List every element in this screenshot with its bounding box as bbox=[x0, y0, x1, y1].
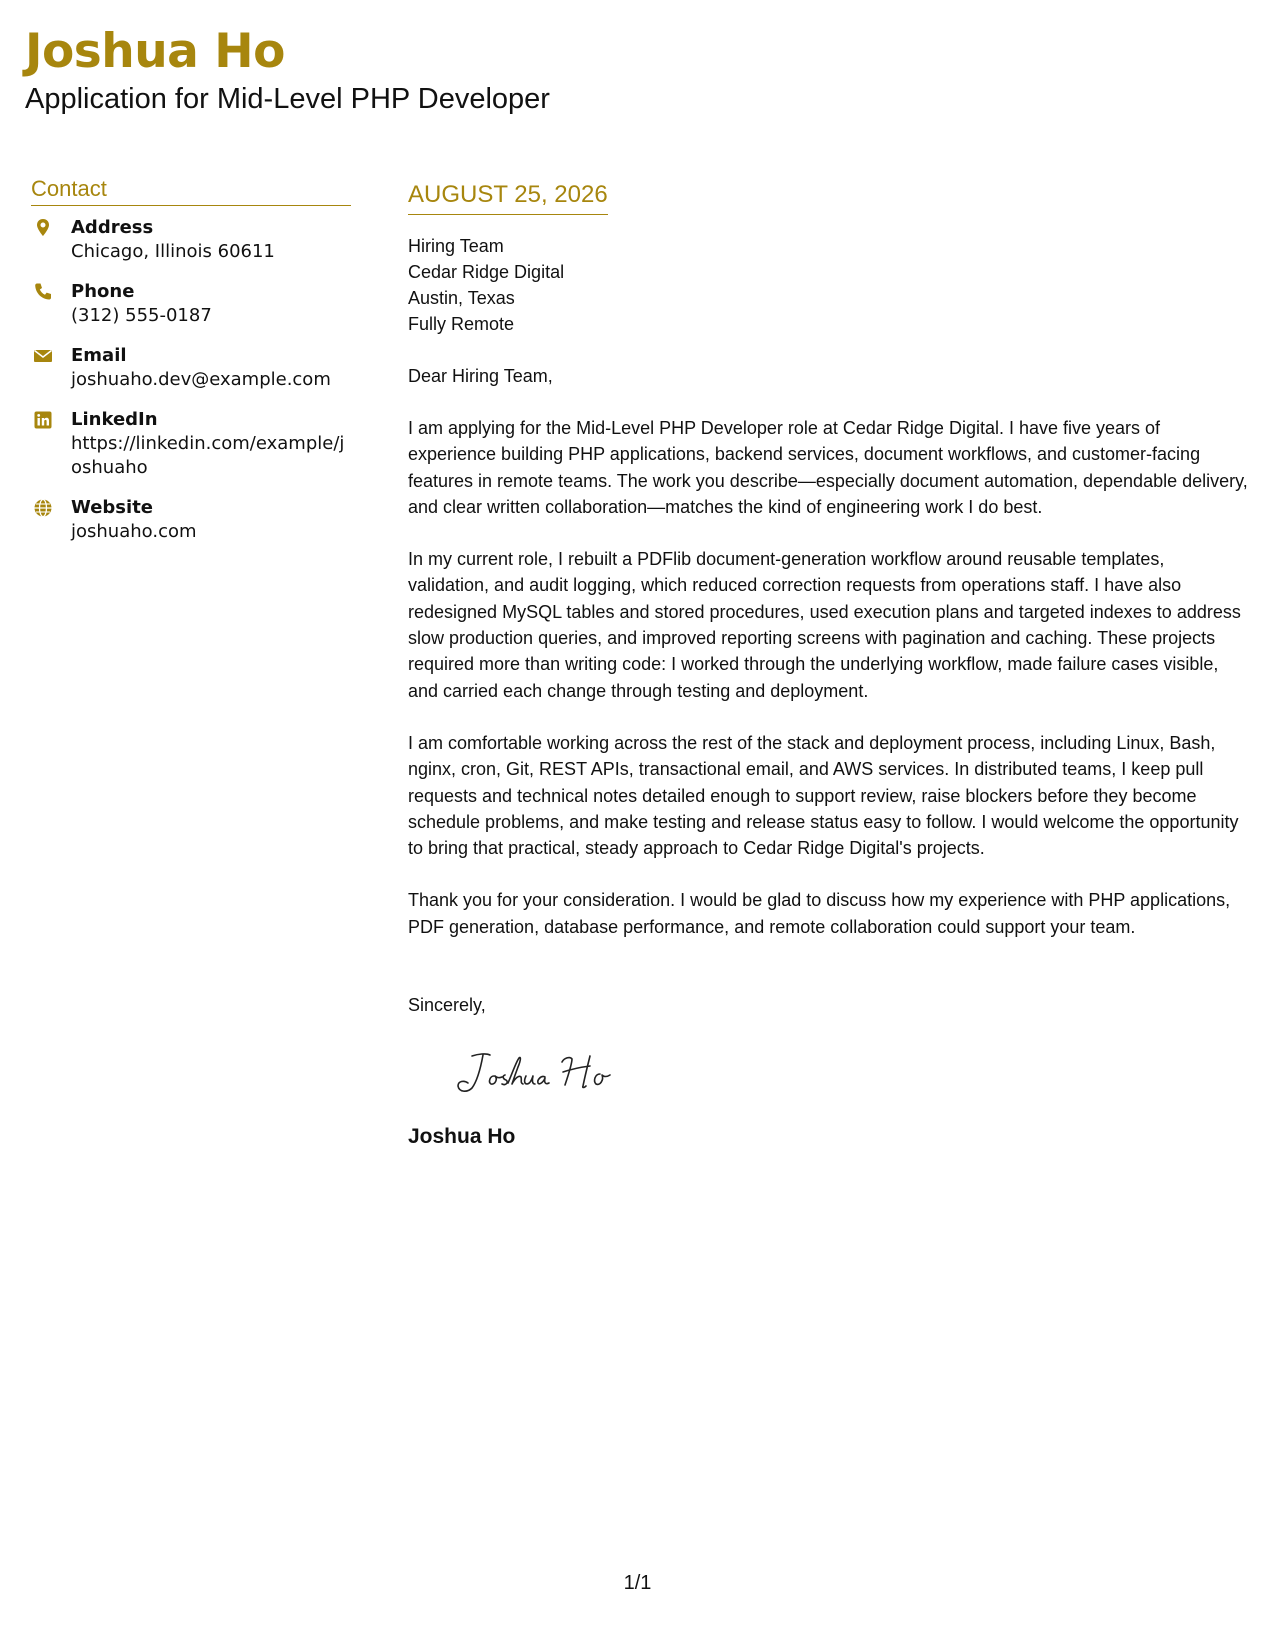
recipient-block bbox=[408, 233, 1248, 337]
contact-heading: Contact bbox=[31, 176, 351, 206]
envelope-icon bbox=[33, 346, 55, 366]
paragraph-stack: I am comfortable working across the rest of the stack and deployment process, including Linux, Bash, nginx, cron, Git, REST APIs, transactional email, and AWS services. In distributed teams, I keep pull requests and technical notes detailed enough to support review, raise blockers before they become schedule problems, and make testing and release status easy to follow. I would welcome the opportunity to bring that practical, steady approach to Cedar Ridge Digital's projects. bbox=[408, 732, 1239, 859]
contact-value: (312) 555-0187 bbox=[71, 305, 212, 326]
recipient-line: Cedar Ridge Digital bbox=[408, 262, 565, 282]
page-number: 1/1 bbox=[623, 1572, 652, 1594]
contact-label: Address bbox=[71, 217, 154, 238]
contact-value: joshuaho.com bbox=[71, 521, 197, 542]
paragraph-intro: I am applying for the Mid-Level PHP Developer role at Cedar Ridge Digital. I have five years of experience building PHP applications, backend services, document workflows, and customer-facing features in remote teams. The work you describe—especially document automation, dependable delivery, and clear written collaboration—matches the kind of engineering work I do best. bbox=[408, 418, 1248, 517]
contact-website bbox=[31, 496, 351, 544]
recipient-line: Fully Remote bbox=[408, 314, 515, 334]
applicant-name: Joshua Ho bbox=[25, 24, 285, 79]
handwritten-signature bbox=[450, 1050, 630, 1096]
paragraph-experience: In my current role, I rebuilt a PDFlib document-generation workflow around reusable templates, validation, and audit logging, which reduced correction requests from operations staff. I have also redesigned MySQL tables and stored procedures, used execution plans and targeted indexes to address slow production queries, and improved reporting screens with pagination and caching. These projects required more than writing code: I worked through the underlying workflow, made failure cases visible, and carried each change through testing and deployment. bbox=[408, 549, 1241, 701]
application-subtitle: Application for Mid-Level PHP Developer bbox=[25, 83, 550, 115]
salutation: Dear Hiring Team, bbox=[408, 366, 553, 386]
globe-icon bbox=[33, 498, 55, 518]
letter-date: AUGUST 25, 2026 bbox=[408, 180, 608, 215]
contact-address bbox=[31, 216, 351, 264]
contact-label: Phone bbox=[71, 281, 135, 302]
contact-label: Website bbox=[71, 497, 154, 518]
contact-value: https://linkedin.com/example/joshuaho bbox=[71, 433, 345, 478]
contact-value: Chicago, Illinois 60611 bbox=[71, 241, 275, 262]
phone-icon bbox=[33, 282, 55, 302]
signer-name: Joshua Ho bbox=[408, 1125, 516, 1149]
contact-value: joshuaho.dev@example.com bbox=[71, 369, 331, 390]
contact-email bbox=[31, 344, 351, 392]
contact-sidebar bbox=[31, 176, 351, 560]
paragraph-closing: Thank you for your consideration. I would be glad to discuss how my experience with PHP applications, PDF generation, database performance, and remote collaboration could support your team. bbox=[408, 890, 1231, 937]
contact-phone bbox=[31, 280, 351, 328]
recipient-line: Austin, Texas bbox=[408, 288, 515, 308]
contact-linkedin bbox=[31, 408, 351, 480]
recipient-line: Hiring Team bbox=[408, 236, 504, 256]
letter-body bbox=[408, 180, 1248, 1150]
contact-label: Email bbox=[71, 345, 127, 366]
map-pin-icon bbox=[33, 218, 55, 238]
closing: Sincerely, bbox=[408, 995, 486, 1016]
linkedin-icon bbox=[33, 410, 55, 430]
contact-label: LinkedIn bbox=[71, 409, 158, 430]
